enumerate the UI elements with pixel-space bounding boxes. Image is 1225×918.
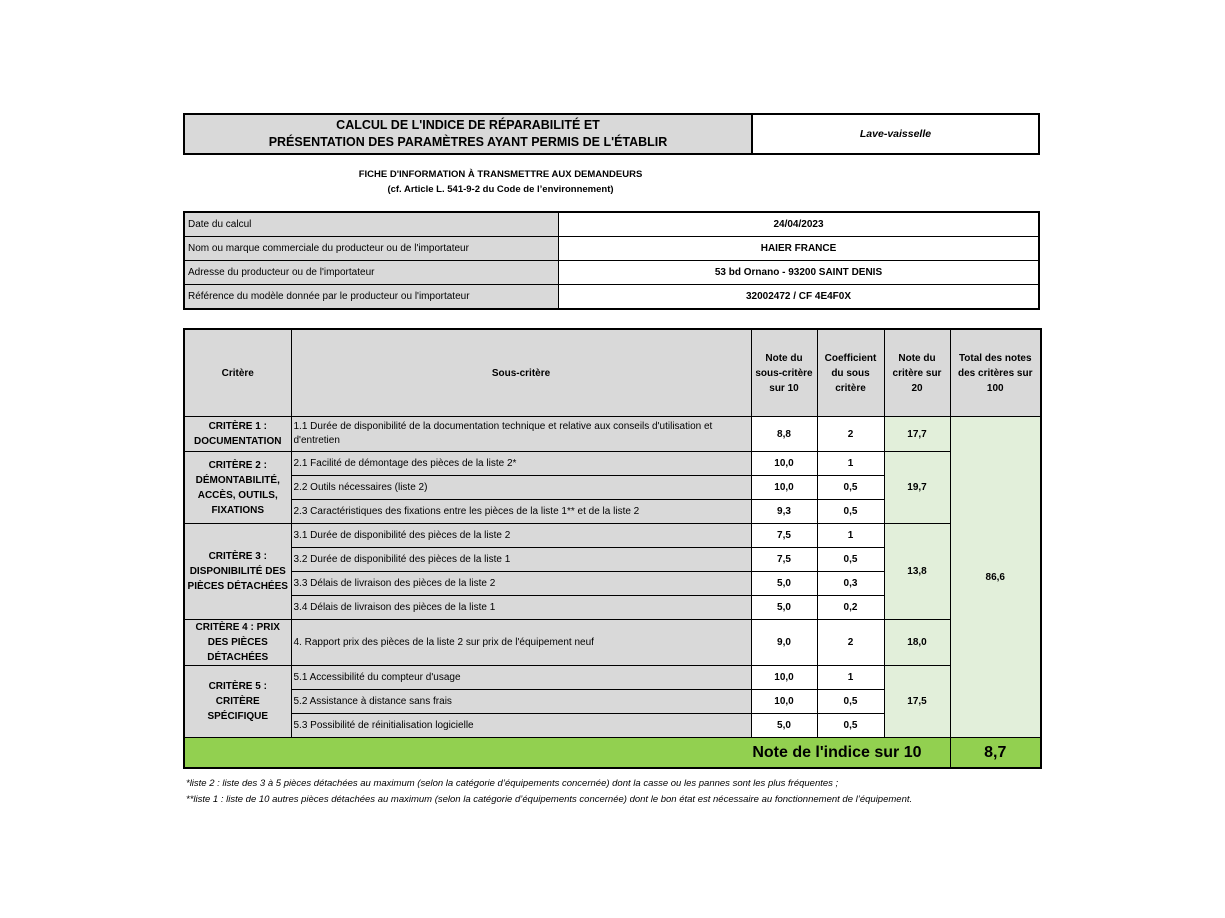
criterion-name: CRITÈRE 1 : DOCUMENTATION — [184, 417, 291, 452]
sub-criterion-note: 7,5 — [751, 524, 817, 548]
criterion-note-20: 18,0 — [884, 620, 950, 666]
header-title-line1: CALCUL DE L'INDICE DE RÉPARABILITÉ ET — [336, 118, 600, 132]
info-table — [183, 211, 1040, 310]
sub-criterion-note: 10,0 — [751, 452, 817, 476]
sub-criterion-label: 1.1 Durée de disponibilité de la documentation technique et relative aux conseils d'utilisation et d'entretien — [291, 417, 751, 452]
sub-criterion-label: 2.3 Caractéristiques des fixations entre les pièces de la liste 1** et de la liste 2 — [291, 500, 751, 524]
col-header-critere: Critère — [184, 329, 291, 417]
sub-criterion-label: 3.1 Durée de disponibilité des pièces de la liste 2 — [291, 524, 751, 548]
footnote-2: **liste 1 : liste de 10 autres pièces détachées au maximum (selon la catégorie d’équipements concernée) dont le bon état est nécessaire au fonctionnement de l’équipement. — [186, 794, 913, 805]
sub-criterion-coefficient: 1 — [817, 524, 884, 548]
sub-criterion-label: 5.1 Accessibilité du compteur d'usage — [291, 666, 751, 690]
criterion-name: CRITÈRE 2 : DÉMONTABILITÉ, ACCÈS, OUTILS, FIXATIONS — [184, 452, 291, 524]
info-label: Référence du modèle donnée par le producteur ou l'importateur — [184, 285, 559, 310]
sub-criterion-label: 4. Rapport prix des pièces de la liste 2 sur prix de l'équipement neuf — [291, 620, 751, 666]
subtitle-line2: (cf. Article L. 541-9-2 du Code de l’environnement) — [387, 184, 614, 195]
sub-criterion-coefficient: 0,2 — [817, 596, 884, 620]
info-value: 53 bd Ornano - 93200 SAINT DENIS — [559, 261, 1040, 285]
sub-criterion-label: 2.1 Facilité de démontage des pièces de la liste 2* — [291, 452, 751, 476]
criterion-name: CRITÈRE 3 : DISPONIBILITÉ DES PIÈCES DÉTACHÉES — [184, 524, 291, 620]
table-row — [184, 620, 1041, 666]
sub-criterion-note: 9,3 — [751, 500, 817, 524]
sub-criterion-note: 5,0 — [751, 596, 817, 620]
sub-criterion-note: 10,0 — [751, 690, 817, 714]
sub-criterion-note: 5,0 — [751, 572, 817, 596]
criterion-name: CRITÈRE 5 : CRITÈRE SPÉCIFIQUE — [184, 666, 291, 738]
criterion-note-20: 19,7 — [884, 452, 950, 524]
sub-criterion-note: 9,0 — [751, 620, 817, 666]
sub-criterion-note: 8,8 — [751, 417, 817, 452]
sub-criterion-note: 5,0 — [751, 714, 817, 738]
sub-criterion-coefficient: 0,5 — [817, 500, 884, 524]
sub-criterion-label: 3.3 Délais de livraison des pièces de la liste 2 — [291, 572, 751, 596]
sub-criterion-coefficient: 0,5 — [817, 476, 884, 500]
info-label: Adresse du producteur ou de l'importateur — [184, 261, 559, 285]
sub-criterion-coefficient: 2 — [817, 417, 884, 452]
info-value: 32002472 / CF 4E4F0X — [559, 285, 1040, 310]
sub-criterion-coefficient: 0,5 — [817, 714, 884, 738]
table-row — [184, 452, 1041, 476]
col-header-note10: Note du sous-critère sur 10 — [751, 329, 817, 417]
footnote-1: *liste 2 : liste des 3 à 5 pièces détachées au maximum (selon la catégorie d’équipements concernée) dont la casse ou les pannes sont les plus fréquentes ; — [186, 778, 839, 789]
sub-criterion-label: 3.2 Durée de disponibilité des pièces de la liste 1 — [291, 548, 751, 572]
info-row — [184, 285, 1039, 310]
info-label: Nom ou marque commerciale du producteur ou de l'importateur — [184, 237, 559, 261]
total-100: 86,6 — [950, 417, 1041, 738]
criterion-note-20: 17,5 — [884, 666, 950, 738]
final-score-value: 8,7 — [950, 738, 1041, 769]
sub-criterion-label: 3.4 Délais de livraison des pièces de la liste 1 — [291, 596, 751, 620]
info-value: HAIER FRANCE — [559, 237, 1040, 261]
header-title — [185, 115, 753, 153]
product-type: Lave-vaisselle — [859, 128, 932, 140]
subtitle-line1: FICHE D'INFORMATION À TRANSMETTRE AUX DEMANDEURS — [358, 169, 643, 180]
sub-criterion-label: 5.3 Possibilité de réinitialisation logicielle — [291, 714, 751, 738]
info-row — [184, 261, 1039, 285]
col-header-note20: Note du critère sur 20 — [884, 329, 950, 417]
info-value: 24/04/2023 — [559, 212, 1040, 237]
header-title-line2: PRÉSENTATION DES PARAMÈTRES AYANT PERMIS DE L'ÉTABLIR — [268, 135, 668, 149]
table-row — [184, 524, 1041, 548]
header-box — [183, 113, 1040, 155]
criteria-table — [183, 328, 1042, 769]
final-score-row — [184, 738, 1041, 769]
sub-criterion-label: 5.2 Assistance à distance sans frais — [291, 690, 751, 714]
col-header-coef: Coefficient du sous critère — [817, 329, 884, 417]
table-row — [184, 417, 1041, 452]
criterion-name: CRITÈRE 4 : PRIX DES PIÈCES DÉTACHÉES — [184, 620, 291, 666]
sub-criterion-coefficient: 0,3 — [817, 572, 884, 596]
col-header-sous-critere: Sous-critère — [291, 329, 751, 417]
criterion-note-20: 13,8 — [884, 524, 950, 620]
sub-criterion-coefficient: 1 — [817, 666, 884, 690]
info-label: Date du calcul — [184, 212, 559, 237]
info-row — [184, 212, 1039, 237]
table-row — [184, 666, 1041, 690]
info-row — [184, 237, 1039, 261]
col-header-total: Total des notes des critères sur 100 — [950, 329, 1041, 417]
footnotes — [186, 776, 912, 808]
sub-criterion-coefficient: 0,5 — [817, 548, 884, 572]
sub-criterion-coefficient: 2 — [817, 620, 884, 666]
subtitle — [183, 167, 818, 197]
sub-criterion-note: 10,0 — [751, 666, 817, 690]
sub-criterion-coefficient: 0,5 — [817, 690, 884, 714]
sub-criterion-label: 2.2 Outils nécessaires (liste 2) — [291, 476, 751, 500]
final-score-label: Note de l'indice sur 10 — [184, 738, 950, 769]
sub-criterion-coefficient: 1 — [817, 452, 884, 476]
sub-criterion-note: 7,5 — [751, 548, 817, 572]
criterion-note-20: 17,7 — [884, 417, 950, 452]
sub-criterion-note: 10,0 — [751, 476, 817, 500]
criteria-header-row — [184, 329, 1041, 417]
